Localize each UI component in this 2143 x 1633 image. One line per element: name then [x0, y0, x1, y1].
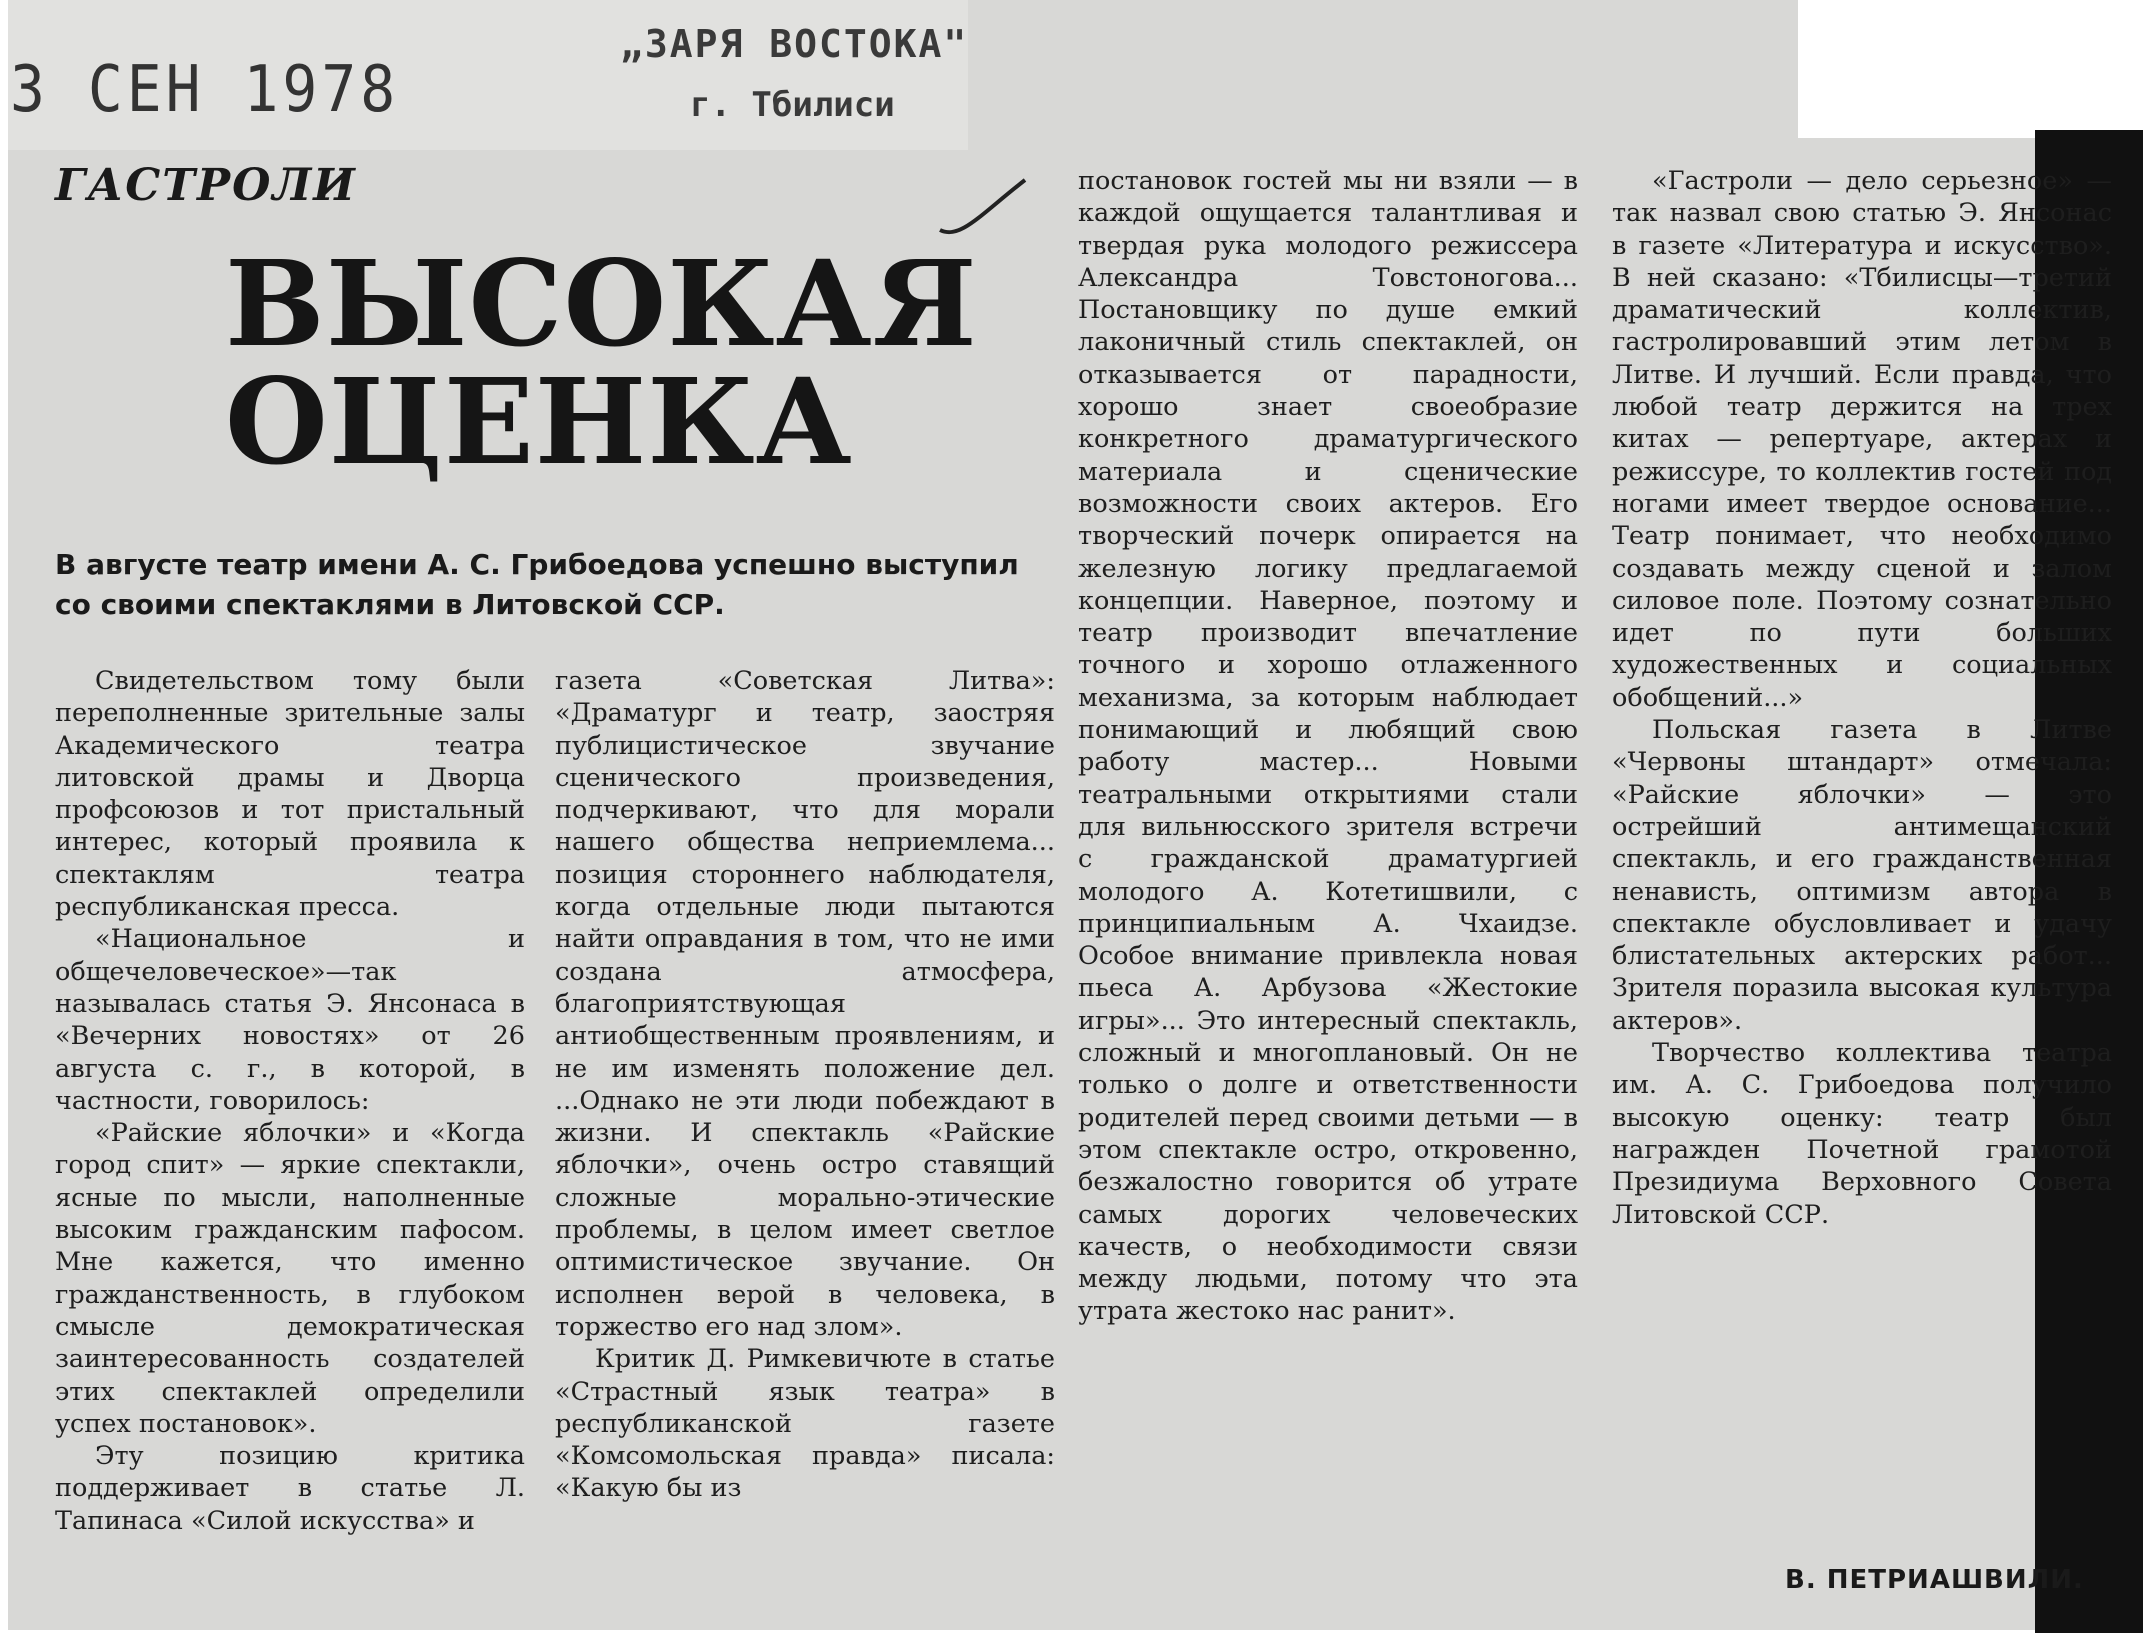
date-stamp: 3 СЕН 1978: [10, 51, 400, 127]
paragraph: Польская газета в Литве «Червоны штандарт» отмечала: «Райские яблочки» — это острейший антимещанский спектакль, и его гражданственная ненависть, оптимизм автора в спектакле обусловливает и удачу блистательных актерских работ... Зрителя поразила высокая культура актеров».: [1612, 715, 2112, 1036]
city-stamp: г. Тбилиси: [690, 85, 895, 125]
author-signature: В. ПЕТРИАШВИЛИ.: [1785, 1565, 2084, 1595]
section-rubric: ГАСТРОЛИ: [55, 160, 357, 211]
blank-paper-strip: [1798, 0, 2038, 138]
paragraph: Свидетельством тому были переполненные зрительные залы Академического театра литовской драмы и Дворца профсоюзов и тот пристальный интерес, который проявила к спектаклям театра республиканская пресса.: [55, 666, 525, 923]
paragraph: Критик Д. Римкевичюте в статье «Страстный язык театра» в республиканской газете «Комсомольская правда» писала: «Какую бы из: [555, 1344, 1055, 1504]
headline: [225, 234, 978, 491]
paragraph: «Райские яблочки» и «Когда город спит» — яркие спектакли, ясные по мысли, наполненные высоким гражданским пафосом. Мне кажется, что именно гражданственность, в глубоком смысле демократическая заинтересованность создателей этих спектаклей определили успех постановок».: [55, 1118, 525, 1439]
headline-line-1: ВЫСОКАЯ: [225, 234, 978, 373]
text-column-1: [55, 665, 525, 1537]
lead-paragraph: В августе театр имени А. С. Грибоедова успешно выступил со своими спектаклями в Литовской ССР.: [55, 548, 1019, 621]
paragraph: Эту позицию критика поддерживает в статье Л. Тапинаса «Силой искусства» и: [55, 1441, 525, 1536]
headline-line-2: ОЦЕНКА: [225, 352, 853, 491]
paragraph: «Национальное и общечеловеческое»—так называлась статья Э. Янсонаса в «Вечерних новостях» от 26 августа с. г., в которой, в частности, говорилось:: [55, 924, 525, 1116]
paragraph: Творчество коллектива театра им. А. С. Грибоедова получило высокую оценку: театр был награжден Почетной грамотой Президиума Верховного Совета Литовской ССР.: [1612, 1038, 2112, 1230]
text-column-2: [555, 665, 1055, 1505]
text-column-3: [1078, 165, 1578, 1328]
newspaper-name-stamp: „ЗАРЯ ВОСТОКА": [620, 22, 969, 66]
paragraph: газета «Советская Литва»: «Драматург и театр, заостряя публицистическое звучание сценического произведения, подчеркивают, что для морали нашего общества неприемлема... позиция стороннего наблюдателя, когда отдельные люди пытаются найти оправдания в том, что не ими создана атмосфера, благоприятствующая антиобщественным проявлениям, и не им изменять положение дел. ...Однако не эти люди побеждают в жизни. И спектакль «Райские яблочки», очень остро ставящий сложные морально-этические проблемы, в целом имеет светлое оптимистическое звучание. Он исполнен верой в человека, в торжество его над злом».: [555, 666, 1055, 1342]
paragraph: «Гастроли — дело серьезное» — так назвал свою статью Э. Янсонас в газете «Литература и искусство». В ней сказано: «Тбилисцы—третий драматический коллектив, гастролировавший этим летом в Литве. И лучший. Если правда, что любой театр держится на трех китах — репертуаре, актерах и режиссуре, то коллектив гостей под ногами имеет твердое основание... Театр понимает, что необходимо создавать между сценой и залом силовое поле. Поэтому сознательно идет по пути больших художественных и социальных обобщений...»: [1612, 166, 2112, 713]
paragraph: постановок гостей мы ни взяли — в каждой ощущается талантливая и твердая рука молодого режиссера Александра Товстоногова... Постановщику по душе емкий лаконичный стиль спектаклей, он отказывается от парадности, хорошо знает своеобразие конкретного драматургического материала и сценические возможности своих актеров. Его творческий почерк опирается на железную логику предлагаемой концепции. Наверное, поэтому и театр производит впечатление точного и хорошо отлаженного механизма, за которым наблюдает понимающий и любящий свою работу мастер... Новыми театральными открытиями стали для вильнюсского зрителя встречи с гражданской драматургией молодого А. Котетишвили, с принципиальным А. Чхаидзе. Особое внимание привлекла новая пьеса А. Арбузова «Жестокие игры»... Это интересный спектакль, сложный и многоплановый. Он не только о долге и ответственности родителей перед своими детьми — в этом спектакле остро, откровенно, безжалостно говорится об утрате самых дорогих человеческих качеств, о необходимости связи между людьми, потому что эта утрата жестоко нас ранит».: [1078, 166, 1578, 1327]
text-column-4: [1612, 165, 2112, 1231]
